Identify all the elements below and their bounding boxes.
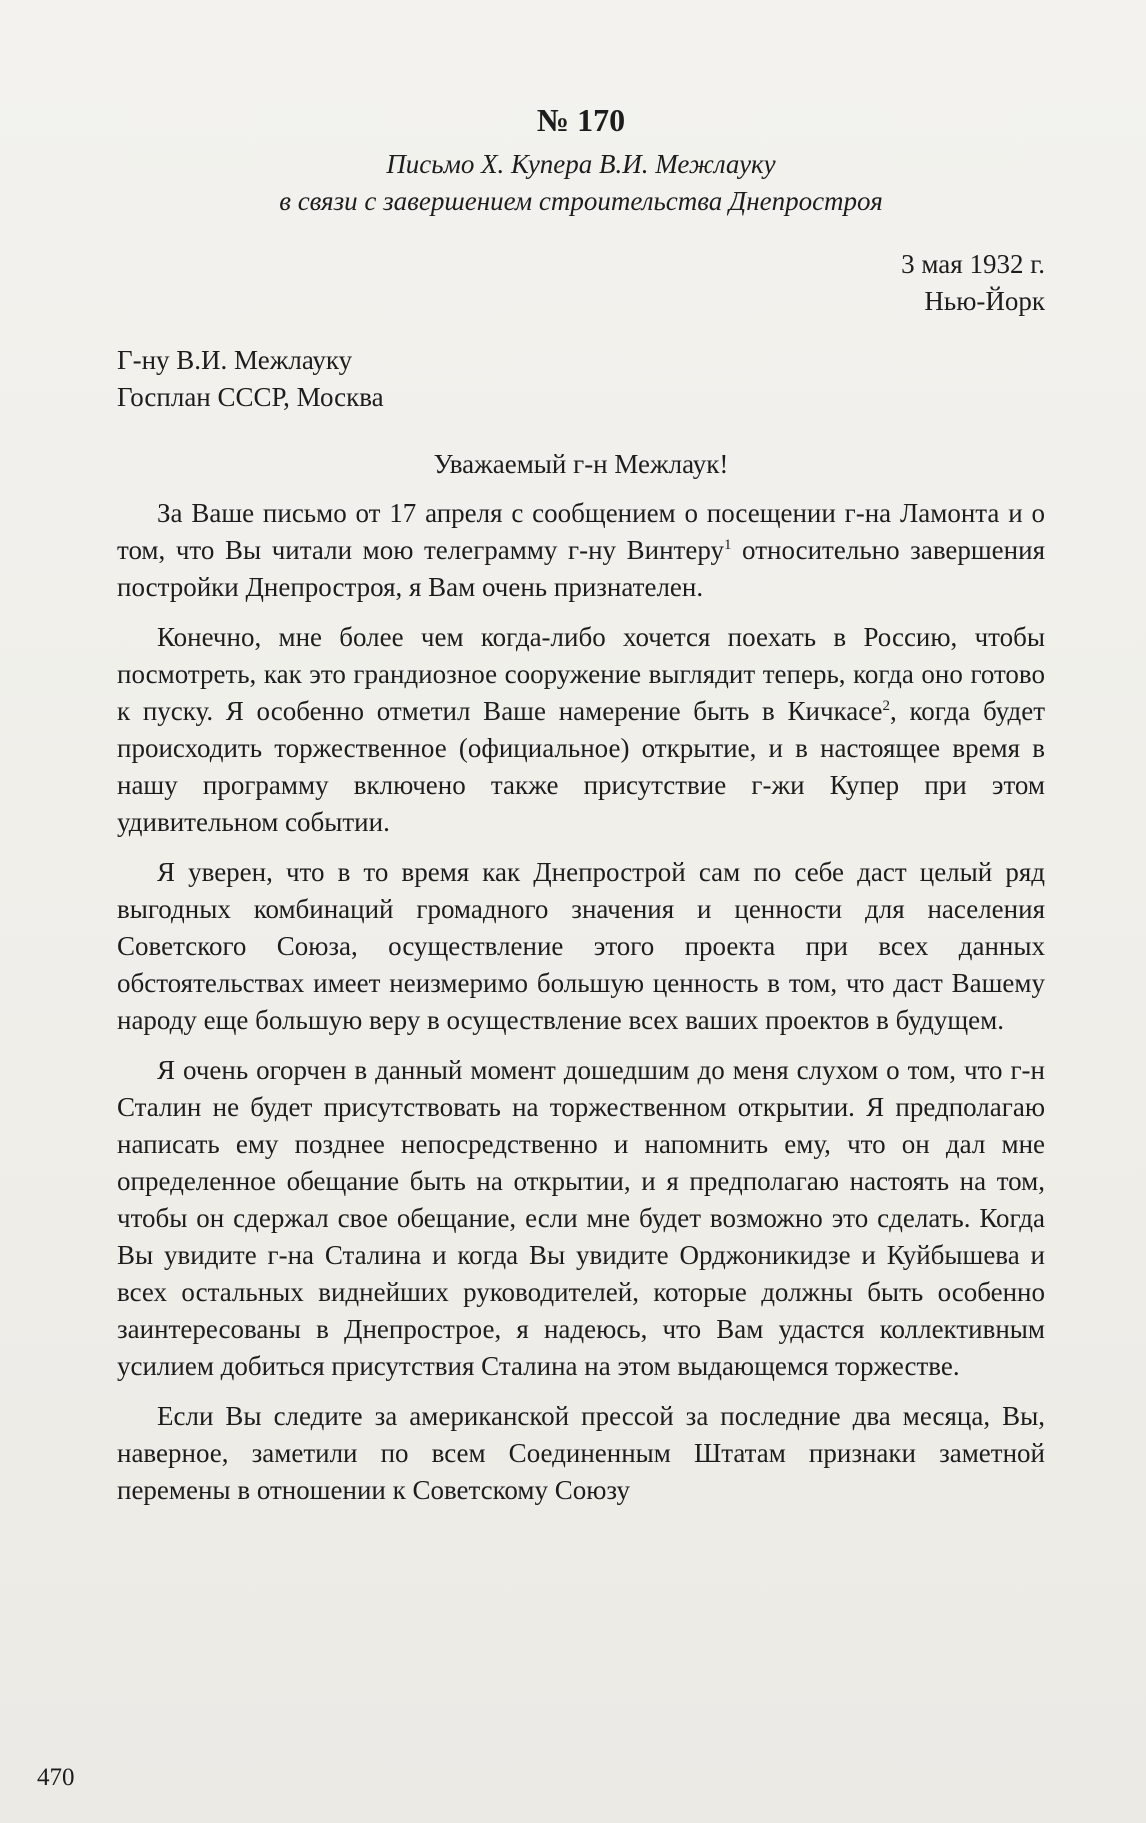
paragraph-1-text-b: относительно завершения постройки Днепростроя, я Вам очень признателен.: [117, 535, 1045, 602]
paragraph-2-text-b: , когда будет происходить торжественное (официальное) открытие, и в настоящее время в нашу программу включено также присутствие г-жи Купер при этом удивительном событии.: [117, 696, 1045, 837]
document-title: [117, 146, 1045, 220]
letter-place: Нью-Йорк: [924, 286, 1045, 316]
document-body: [117, 100, 1045, 1522]
salutation: Уважаемый г-н Межлаук!: [433, 449, 729, 479]
paragraph-4: Я очень огорчен в данный момент дошедшим до меня слухом о том, что г-н Сталин не будет присутствовать на торжественном открытии. Я предполагаю написать ему позднее непосредственно и напомнить ему, что он дал мне определенное обещание быть на открытии, и я предполагаю настоять на том, чтобы он сдержал свое обещание, если мне будет возможно это сделать. Когда Вы увидите г-на Сталина и когда Вы увидите Орджоникидзе и Куйбышева и всех остальных виднейших руководителей, которые должны быть особенно заинтересованы в Днепрострое, я надеюсь, что Вам удастся коллективным усилием добиться присутствия Сталина на этом выдающемся торжестве.: [117, 1055, 1045, 1381]
paragraph-2-text-a: Конечно, мне более чем когда-либо хочется поехать в Россию, чтобы посмотреть, как это грандиозное сооружение выглядит теперь, когда оно готово к пуску. Я особенно отметил Ваше намерение быть в Кичкасе: [117, 622, 1045, 726]
letter-date: 3 мая 1932 г.: [901, 249, 1045, 279]
paragraph-3: Я уверен, что в то время как Днепрострой сам по себе даст целый ряд выгодных комбинаций громадного значения и ценности для населения Советского Союза, осуществление этого проекта при всех данных обстоятельствах имеет неизмеримо большую ценность в том, что даст Вашему народу еще большую веру в осуществление всех ваших проектов в будущем.: [117, 857, 1045, 1035]
paragraph-5: Если Вы следите за американской прессой за последние два месяца, Вы, наверное, заметили по всем Соединенным Штатам признаки заметной перемены в отношении к Советскому Союзу: [117, 1401, 1045, 1505]
paragraph-1: [117, 495, 1045, 606]
paragraph-1-text-a: За Ваше письмо от 17 апреля с сообщением о посещении г-на Ламонта и о том, что Вы читали мою телеграмму г-ну Винтеру: [117, 498, 1045, 565]
addressee-name: Г-ну В.И. Межлауку: [117, 345, 353, 375]
document-title-line-2: в связи с завершением строительства Днепростроя: [279, 186, 883, 216]
document-number: № 170: [536, 102, 626, 138]
document-title-line-1: Письмо Х. Купера В.И. Межлауку: [386, 149, 776, 179]
footnote-ref-2: 2: [882, 698, 891, 714]
addressee: [117, 342, 1045, 416]
footnote-ref-1: 1: [723, 537, 732, 553]
addressee-org: Госплан СССР, Москва: [117, 382, 384, 412]
date-place: [117, 246, 1045, 320]
paragraph-2: [117, 619, 1045, 841]
page-number: 470: [37, 1764, 75, 1791]
